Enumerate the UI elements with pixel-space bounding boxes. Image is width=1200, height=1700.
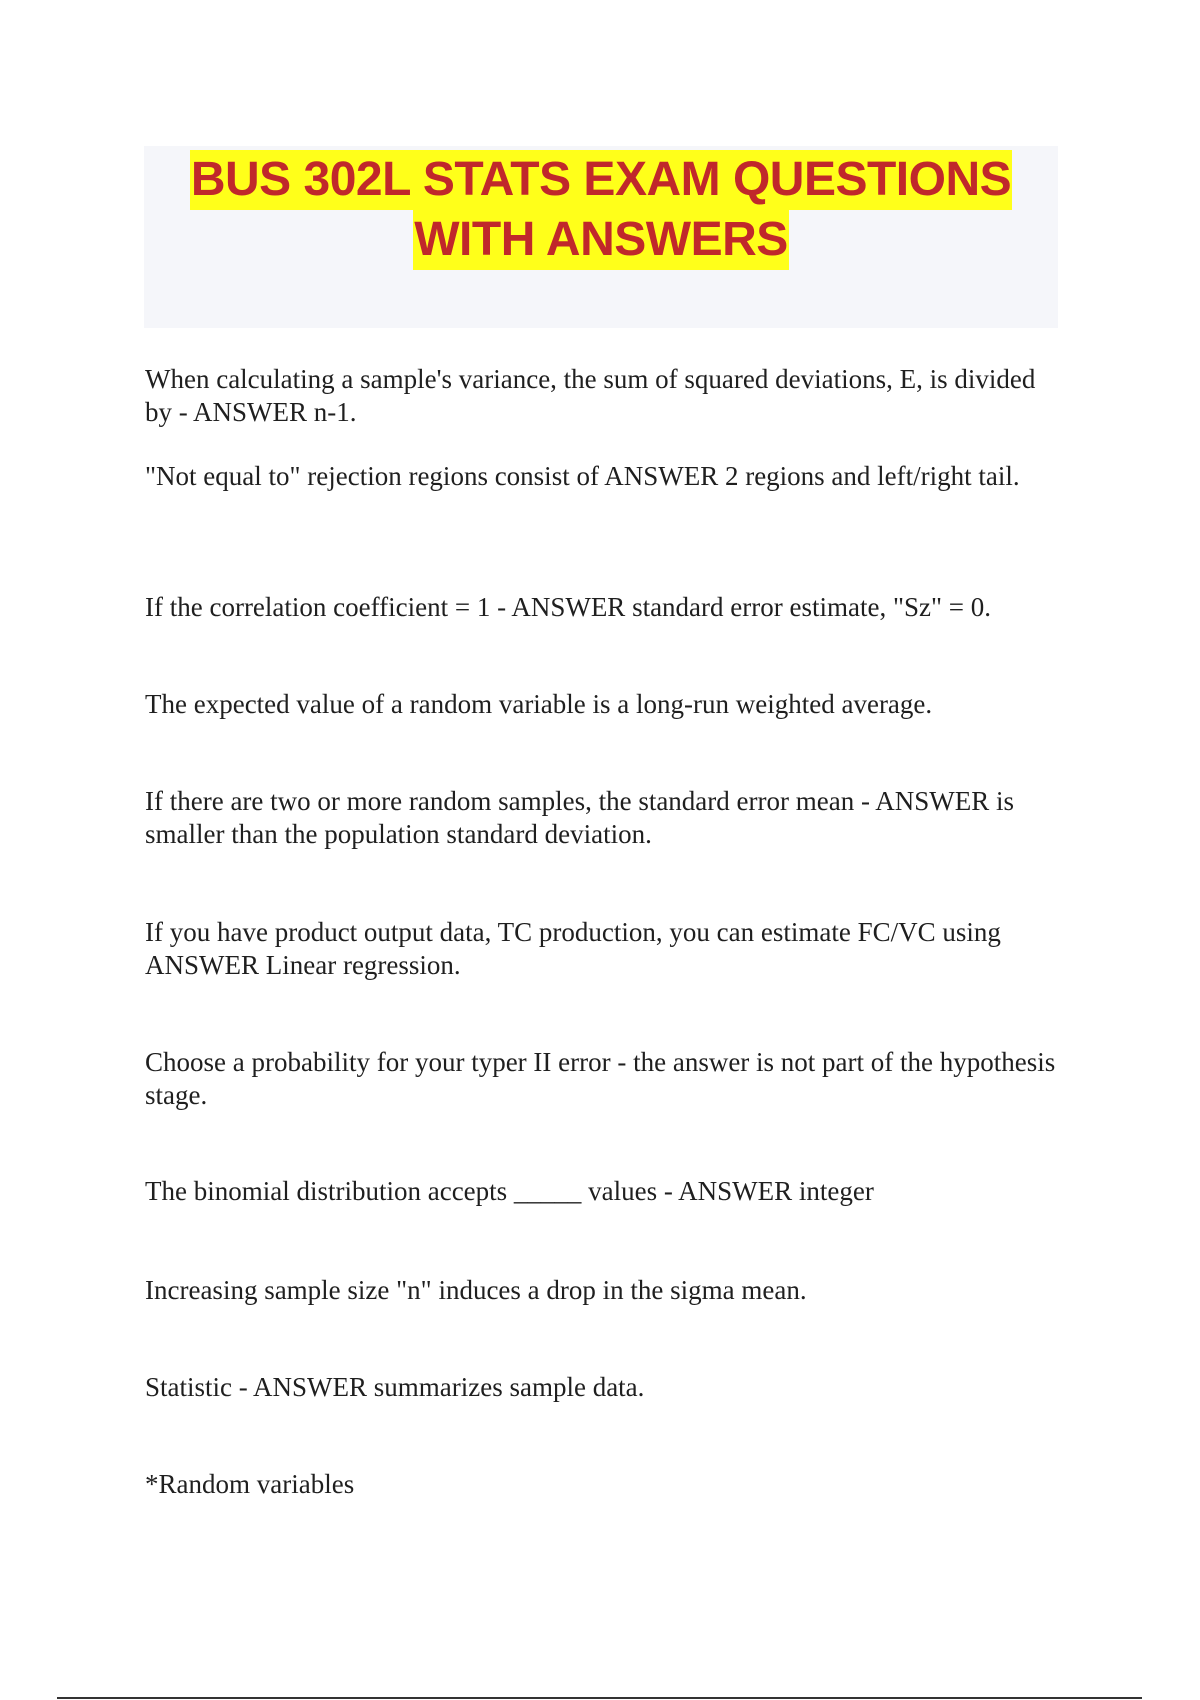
qa-item: If you have product output data, TC production, you can estimate FC/VC using ANSWER Linear regression. (145, 917, 1001, 980)
qa-item: The expected value of a random variable is a long-run weighted average. (145, 689, 933, 719)
document-title-line-1: BUS 302L STATS EXAM QUESTIONS (190, 150, 1012, 210)
qa-item: Choose a probability for your typer II error - the answer is not part of the hypothesis stage. (145, 1047, 1056, 1110)
title-banner (144, 146, 1058, 328)
qa-item: Statistic - ANSWER summarizes sample data. (145, 1372, 645, 1402)
qa-item: If there are two or more random samples, the standard error mean - ANSWER is smaller than the population standard deviation. (145, 786, 1014, 849)
qa-item: "Not equal to" rejection regions consist of ANSWER 2 regions and left/right tail. (145, 461, 1020, 491)
qa-item: Increasing sample size "n" induces a drop in the sigma mean. (145, 1275, 807, 1305)
title-row-1 (144, 150, 1058, 210)
page-bottom-rule (57, 1697, 1142, 1699)
qa-item: If the correlation coefficient = 1 - ANSWER standard error estimate, "Sz" = 0. (145, 592, 991, 622)
document-title-line-2: WITH ANSWERS (413, 210, 789, 270)
qa-item: *Random variables (145, 1469, 355, 1499)
qa-item: When calculating a sample's variance, the sum of squared deviations, E, is divided by - ANSWER n-1. (145, 364, 1036, 427)
title-row-2 (144, 210, 1058, 270)
qa-item: The binomial distribution accepts _____ values - ANSWER integer (145, 1176, 874, 1206)
